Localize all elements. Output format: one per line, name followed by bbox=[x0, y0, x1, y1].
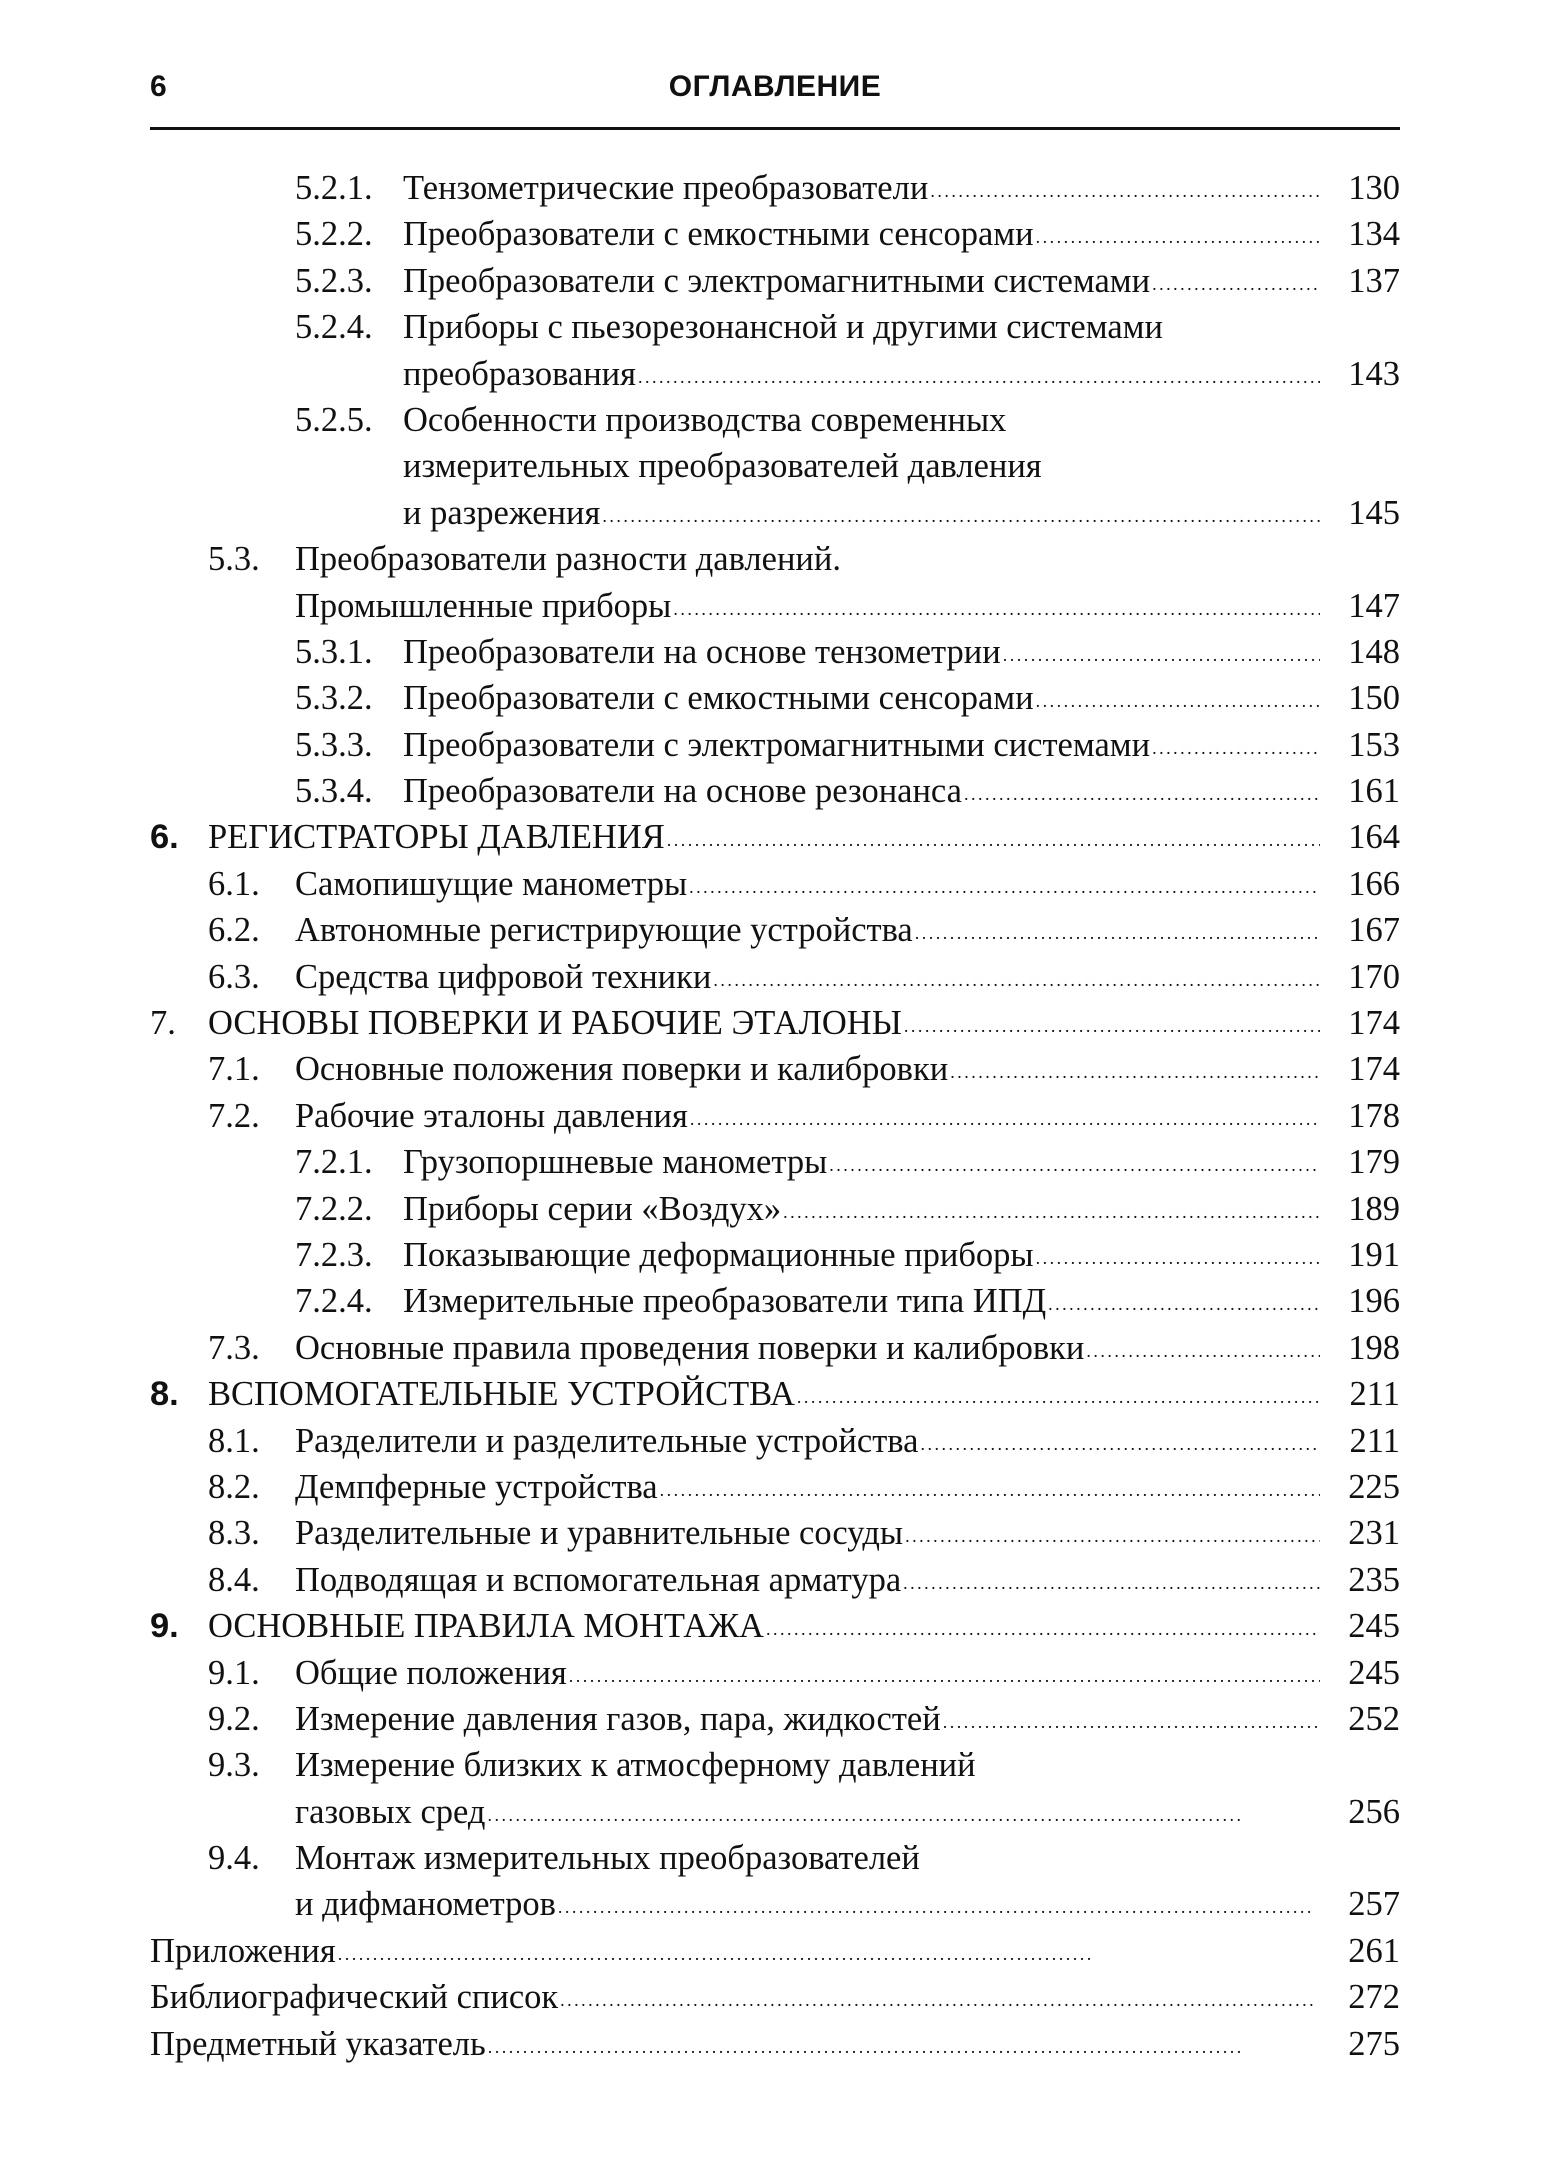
toc-entry-page: 257 bbox=[1348, 1885, 1400, 1924]
dot-leader bbox=[602, 490, 1320, 539]
dot-leader bbox=[488, 2021, 1320, 2070]
toc-entry-text bbox=[208, 1603, 1320, 1652]
toc-line[interactable] bbox=[150, 258, 1400, 304]
toc-line[interactable] bbox=[150, 907, 1400, 953]
toc-entry-page: 130 bbox=[1348, 169, 1400, 207]
toc-entry-page: 211 bbox=[1349, 1375, 1400, 1414]
toc-line[interactable] bbox=[150, 1186, 1400, 1232]
toc-entry-number: 5.3.4. bbox=[295, 772, 373, 811]
toc-entry-title: Основные положения поверки и калибровки bbox=[295, 1050, 949, 1089]
toc-entry-number: 6.3. bbox=[208, 957, 260, 996]
toc-line[interactable] bbox=[150, 1139, 1400, 1185]
toc-line[interactable] bbox=[150, 629, 1400, 675]
toc-entry-title: Средства цифровой техники bbox=[295, 957, 712, 996]
toc-line[interactable] bbox=[150, 443, 1400, 489]
toc-line[interactable] bbox=[150, 1278, 1400, 1324]
toc-entry-title: Подводящая и вспомогательная арматура bbox=[295, 1560, 902, 1599]
toc-entry-number: 5.3.3. bbox=[295, 725, 373, 764]
toc-entry-title: Преобразователи с электромагнитными системами bbox=[403, 261, 1151, 300]
toc-line[interactable] bbox=[150, 1464, 1400, 1510]
page-number: 6 bbox=[150, 70, 167, 103]
toc-entry-text bbox=[403, 1232, 1320, 1281]
toc-entry-text bbox=[403, 675, 1320, 724]
toc-entry-page: 198 bbox=[1348, 1328, 1400, 1367]
dot-leader bbox=[964, 768, 1320, 817]
toc-line[interactable] bbox=[150, 814, 1400, 860]
dot-leader bbox=[667, 814, 1320, 863]
toc-entry-page: 252 bbox=[1348, 1699, 1400, 1738]
toc-entry-text bbox=[208, 814, 1320, 863]
toc-line[interactable] bbox=[150, 954, 1400, 1000]
toc-line[interactable] bbox=[150, 1557, 1400, 1603]
toc-entry-title: Приборы с пьезорезонансной и другими системами bbox=[403, 308, 1163, 347]
toc-entry-number: 5.2.1. bbox=[295, 169, 373, 207]
toc-entry-number: 8.1. bbox=[208, 1421, 260, 1460]
toc-entry-number: 7.2. bbox=[208, 1096, 260, 1135]
toc-entry-page: 256 bbox=[1348, 1792, 1400, 1831]
toc-line[interactable] bbox=[150, 1742, 1400, 1788]
toc-entry-title: РЕГИСТРАТОРЫ ДАВЛЕНИЯ bbox=[208, 818, 665, 857]
toc-line[interactable] bbox=[150, 1835, 1400, 1881]
toc-entry-text bbox=[403, 768, 1320, 817]
toc-entry-page: 143 bbox=[1348, 354, 1400, 393]
dot-leader bbox=[797, 1371, 1320, 1420]
toc-line[interactable] bbox=[150, 1093, 1400, 1139]
toc-entry-page: 170 bbox=[1348, 957, 1400, 996]
toc-entry-text bbox=[295, 1789, 1320, 1838]
dot-leader bbox=[950, 1046, 1320, 1095]
page-title: ОГЛАВЛЕНИЕ bbox=[668, 70, 882, 103]
toc-line[interactable] bbox=[150, 1232, 1400, 1278]
toc-entry-text bbox=[295, 1742, 1320, 1788]
toc-entry-title: Монтаж измерительных преобразователей bbox=[295, 1839, 920, 1878]
dot-leader bbox=[660, 1464, 1320, 1513]
toc-entry-page: 164 bbox=[1348, 818, 1400, 857]
toc-entry-text bbox=[403, 397, 1320, 443]
toc-entry-text bbox=[295, 1418, 1320, 1467]
toc-entry-text bbox=[403, 304, 1320, 350]
toc-line[interactable] bbox=[150, 2021, 1400, 2067]
toc-entry-text bbox=[295, 1696, 1320, 1745]
toc-entry-title: Общие положения bbox=[295, 1653, 567, 1692]
toc-entry-page: 231 bbox=[1348, 1514, 1400, 1553]
toc-entry-title: Приборы серии «Воздух» bbox=[403, 1189, 782, 1228]
toc-entry-text bbox=[295, 1325, 1320, 1374]
toc-entry-page: 245 bbox=[1348, 1607, 1400, 1646]
toc-entry-title: Разделители и разделительные устройства bbox=[295, 1421, 919, 1460]
toc-entry-page: 174 bbox=[1348, 1004, 1400, 1043]
toc-entry-text bbox=[295, 1464, 1320, 1513]
toc-entry-text bbox=[295, 1510, 1320, 1559]
toc-entry-number: 7. bbox=[150, 1004, 176, 1043]
toc-entry-page: 225 bbox=[1348, 1467, 1400, 1506]
toc-entry-text bbox=[208, 1000, 1320, 1049]
dot-leader bbox=[690, 1093, 1320, 1142]
toc-entry-number: 5.2.5. bbox=[295, 400, 373, 439]
toc-line[interactable] bbox=[150, 1000, 1400, 1046]
toc-line[interactable] bbox=[150, 1696, 1400, 1742]
toc-line[interactable] bbox=[150, 165, 1400, 211]
toc-line[interactable] bbox=[150, 304, 1400, 350]
toc-entry-number: 7.3. bbox=[208, 1328, 260, 1367]
toc-line[interactable] bbox=[150, 583, 1400, 629]
toc-entry-page: 161 bbox=[1348, 772, 1400, 811]
dot-leader bbox=[713, 954, 1320, 1003]
dot-leader bbox=[569, 1650, 1320, 1699]
toc-line[interactable] bbox=[150, 1881, 1400, 1927]
toc-entry-text bbox=[295, 1835, 1320, 1881]
toc-line[interactable] bbox=[150, 1371, 1400, 1417]
toc-entry-page: 137 bbox=[1348, 261, 1400, 300]
toc-entry-number: 5.3.2. bbox=[295, 679, 373, 718]
dot-leader bbox=[783, 1186, 1320, 1235]
toc-entry-number: 7.2.4. bbox=[295, 1282, 373, 1321]
toc-line[interactable] bbox=[150, 722, 1400, 768]
dot-leader bbox=[829, 1139, 1320, 1188]
toc-entry-title: Преобразователи разности давлений. bbox=[295, 540, 841, 579]
toc-entry-title: Показывающие деформационные приборы bbox=[403, 1235, 1034, 1274]
toc-entry-title: Основные правила проведения поверки и калибровки bbox=[295, 1328, 1085, 1367]
dot-leader bbox=[487, 1789, 1320, 1838]
dot-leader bbox=[689, 861, 1320, 910]
toc-entry-title: Измерительные преобразователи типа ИПД bbox=[403, 1282, 1047, 1321]
toc-entry-text bbox=[403, 490, 1320, 539]
toc-entry-number: 6.1. bbox=[208, 864, 260, 903]
dot-leader bbox=[930, 165, 1320, 214]
toc-line[interactable] bbox=[150, 490, 1400, 536]
toc-entry-text bbox=[295, 583, 1320, 632]
dot-leader bbox=[1036, 211, 1320, 260]
toc-entry-number: 7.1. bbox=[208, 1050, 260, 1089]
toc-entry-number: 5.3.1. bbox=[295, 632, 373, 671]
page-header bbox=[150, 70, 1400, 112]
toc-line[interactable] bbox=[150, 397, 1400, 443]
toc-entry-text bbox=[295, 1557, 1320, 1606]
toc-entry-title: ВСПОМОГАТЕЛЬНЫЕ УСТРОЙСТВА bbox=[208, 1375, 795, 1414]
dot-leader bbox=[638, 351, 1320, 400]
toc-entry-text bbox=[295, 1650, 1320, 1699]
toc-entry-text bbox=[403, 443, 1320, 489]
toc-entry-title: ОСНОВНЫЕ ПРАВИЛА МОНТАЖА bbox=[208, 1607, 764, 1646]
toc-entry-page: 245 bbox=[1348, 1653, 1400, 1692]
toc-line[interactable] bbox=[150, 1603, 1400, 1649]
toc-entry-page: 150 bbox=[1348, 679, 1400, 718]
toc-entry-number: 9.2. bbox=[208, 1699, 260, 1738]
toc-entry-number: 9.3. bbox=[208, 1746, 260, 1785]
toc-line[interactable] bbox=[150, 861, 1400, 907]
toc-entry-text bbox=[403, 211, 1320, 260]
toc-entry-text bbox=[295, 861, 1320, 910]
toc-entry-title: Разделительные и уравнительные сосуды bbox=[295, 1514, 904, 1553]
toc-entry-text bbox=[403, 722, 1320, 771]
toc-entry-number: 6.2. bbox=[208, 911, 260, 950]
dot-leader bbox=[1152, 258, 1320, 307]
toc-entry-text bbox=[150, 1928, 1320, 1977]
toc-entry-title: Демпферные устройства bbox=[295, 1467, 658, 1506]
dot-leader bbox=[904, 1000, 1320, 1049]
dot-leader bbox=[943, 1696, 1320, 1745]
toc-line[interactable] bbox=[150, 1974, 1400, 2020]
toc-line[interactable] bbox=[150, 768, 1400, 814]
toc-entry-title: и дифманометров bbox=[295, 1885, 556, 1924]
toc-entry-number: 5.3. bbox=[208, 540, 260, 579]
toc-line[interactable] bbox=[150, 675, 1400, 721]
toc-line[interactable] bbox=[150, 1650, 1400, 1696]
toc-entry-number: 6. bbox=[150, 818, 179, 857]
toc-line[interactable] bbox=[150, 1418, 1400, 1464]
dot-leader bbox=[766, 1603, 1320, 1652]
dot-leader bbox=[673, 583, 1320, 632]
toc-entry-text bbox=[295, 1881, 1320, 1930]
toc-entry-title: Предметный указатель bbox=[150, 2024, 486, 2063]
toc-entry-page: 174 bbox=[1348, 1050, 1400, 1089]
toc-entry-number: 5.2.2. bbox=[295, 215, 373, 254]
toc-entry-page: 196 bbox=[1348, 1282, 1400, 1321]
toc-entry-page: 191 bbox=[1348, 1235, 1400, 1274]
toc-entry-number: 8.3. bbox=[208, 1514, 260, 1553]
toc-entry-page: 235 bbox=[1348, 1560, 1400, 1599]
toc-entry-page: 261 bbox=[1348, 1931, 1400, 1970]
toc-entry-title: Тензометрические преобразователи bbox=[403, 169, 929, 207]
toc-entry-title: Самопишущие манометры bbox=[295, 864, 688, 903]
toc-entry-text bbox=[295, 536, 1320, 582]
toc-entry-number: 7.2.2. bbox=[295, 1189, 373, 1228]
dot-leader bbox=[1152, 722, 1320, 771]
toc-entry-page: 167 bbox=[1348, 911, 1400, 950]
toc-entry-page: 275 bbox=[1348, 2024, 1400, 2063]
dot-leader bbox=[1036, 675, 1320, 724]
toc-entry-title: Преобразователи с емкостными сенсорами bbox=[403, 215, 1034, 254]
toc-entry-page: 148 bbox=[1348, 632, 1400, 671]
toc-entry-text bbox=[403, 1139, 1320, 1188]
toc-entry-text bbox=[403, 1186, 1320, 1235]
toc-entry-title: Рабочие эталоны давления bbox=[295, 1096, 688, 1135]
toc-entry-page: 211 bbox=[1349, 1421, 1400, 1460]
toc-line[interactable] bbox=[150, 1046, 1400, 1092]
toc-entry-title: Измерение давления газов, пара, жидкостей bbox=[295, 1699, 941, 1738]
toc-entry-title: газовых сред bbox=[295, 1792, 486, 1831]
toc-entry-title: Промышленные приборы bbox=[295, 586, 672, 625]
toc-entry-title: ОСНОВЫ ПОВЕРКИ И РАБОЧИЕ ЭТАЛОНЫ bbox=[208, 1004, 902, 1043]
toc-entry-title: и разрежения bbox=[403, 493, 601, 532]
toc-entry-title: преобразования bbox=[403, 354, 637, 393]
toc-entry-number: 9.1. bbox=[208, 1653, 260, 1692]
toc-entry-number: 7.2.1. bbox=[295, 1143, 373, 1182]
dot-leader bbox=[1036, 1232, 1320, 1281]
dot-leader bbox=[915, 907, 1320, 956]
toc-entry-number: 7.2.3. bbox=[295, 1235, 373, 1274]
toc-entry-page: 272 bbox=[1348, 1978, 1400, 2017]
header-rule bbox=[150, 127, 1400, 130]
dot-leader bbox=[903, 1557, 1320, 1606]
toc-entry-page: 134 bbox=[1348, 215, 1400, 254]
toc-entry-text bbox=[150, 2021, 1320, 2070]
toc-line[interactable] bbox=[150, 1789, 1400, 1835]
toc-entry-title: Преобразователи с емкостными сенсорами bbox=[403, 679, 1034, 718]
dot-leader bbox=[1048, 1278, 1320, 1327]
toc-entry-text bbox=[403, 165, 1320, 214]
toc-entry-title: Измерение близких к атмосферному давлений bbox=[295, 1746, 976, 1785]
toc-entry-page: 166 bbox=[1348, 864, 1400, 903]
toc-entry-title: Библиографический список bbox=[150, 1978, 559, 2017]
toc-entry-page: 179 bbox=[1348, 1143, 1400, 1182]
toc-line[interactable] bbox=[150, 211, 1400, 257]
toc-entry-title: Преобразователи с электромагнитными системами bbox=[403, 725, 1151, 764]
toc-entry-page: 189 bbox=[1348, 1189, 1400, 1228]
table-of-contents bbox=[150, 165, 1400, 2067]
toc-entry-number: 8. bbox=[150, 1375, 179, 1414]
toc-entry-number: 5.2.4. bbox=[295, 308, 373, 347]
toc-entry-title: измерительных преобразователей давления bbox=[403, 447, 1042, 486]
toc-entry-text bbox=[295, 954, 1320, 1003]
dot-leader bbox=[338, 1928, 1320, 1977]
toc-entry-text bbox=[208, 1371, 1320, 1420]
dot-leader bbox=[558, 1881, 1320, 1930]
toc-entry-number: 8.2. bbox=[208, 1467, 260, 1506]
dot-leader bbox=[1086, 1325, 1320, 1374]
toc-entry-title: Преобразователи на основе тензометрии bbox=[403, 632, 1001, 671]
toc-entry-text bbox=[403, 629, 1320, 678]
toc-entry-text bbox=[403, 258, 1320, 307]
toc-line[interactable] bbox=[150, 1325, 1400, 1371]
dot-leader bbox=[905, 1510, 1320, 1559]
toc-entry-title: Особенности производства современных bbox=[403, 400, 1007, 439]
toc-entry-title: Приложения bbox=[150, 1931, 336, 1970]
toc-entry-text bbox=[403, 351, 1320, 400]
toc-entry-title: Преобразователи на основе резонанса bbox=[403, 772, 962, 811]
toc-entry-title: Грузопоршневые манометры bbox=[403, 1143, 828, 1182]
toc-entry-number: 8.4. bbox=[208, 1560, 260, 1599]
dot-leader bbox=[1003, 629, 1320, 678]
toc-entry-page: 145 bbox=[1348, 493, 1400, 532]
toc-line[interactable] bbox=[150, 1510, 1400, 1556]
toc-entry-number: 9.4. bbox=[208, 1839, 260, 1878]
toc-entry-page: 147 bbox=[1348, 586, 1400, 625]
toc-line[interactable] bbox=[150, 351, 1400, 397]
toc-line[interactable] bbox=[150, 1928, 1400, 1974]
toc-entry-number: 9. bbox=[150, 1607, 179, 1646]
toc-entry-text bbox=[403, 1278, 1320, 1327]
dot-leader bbox=[920, 1418, 1320, 1467]
toc-entry-text bbox=[295, 907, 1320, 956]
toc-entry-text bbox=[295, 1093, 1320, 1142]
toc-entry-text bbox=[150, 1974, 1320, 2023]
toc-entry-page: 178 bbox=[1348, 1096, 1400, 1135]
toc-entry-title: Автономные регистрирующие устройства bbox=[295, 911, 913, 950]
toc-entry-text bbox=[295, 1046, 1320, 1095]
toc-entry-number: 5.2.3. bbox=[295, 261, 373, 300]
toc-entry-page: 153 bbox=[1348, 725, 1400, 764]
dot-leader bbox=[560, 1974, 1320, 2023]
toc-line[interactable] bbox=[150, 536, 1400, 582]
